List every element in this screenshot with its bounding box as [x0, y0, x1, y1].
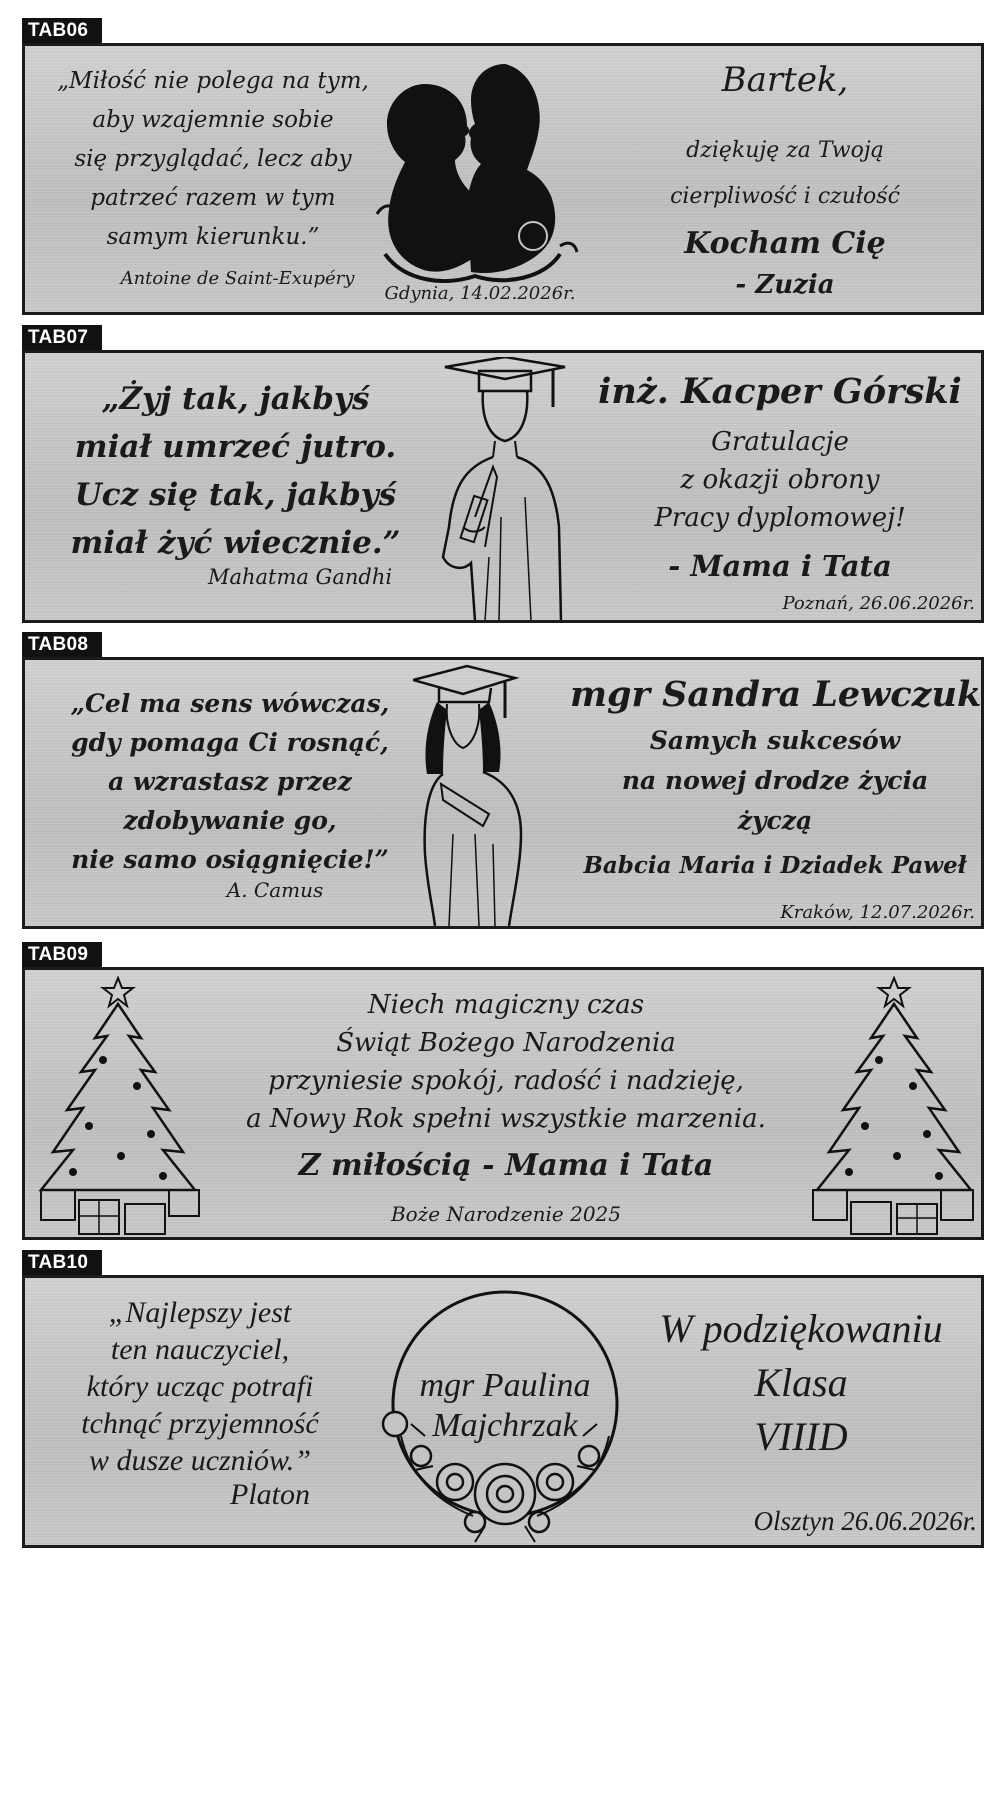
message-line: Samych sukcesów	[649, 726, 901, 755]
quote-author: Mahatma Gandhi	[207, 565, 393, 589]
tab10-tag: TAB10	[22, 1250, 102, 1276]
message-line: Gratulacje	[711, 427, 849, 457]
quote-line: „Najlepszy jest	[108, 1296, 292, 1329]
message-line: Kocham Cię	[684, 226, 886, 261]
message-line: cierpliwość i czułość	[670, 184, 900, 209]
quote-line: w dusze uczniów.”	[89, 1444, 311, 1477]
quote-line: „Miłość nie polega na tym,	[57, 68, 369, 94]
graduate-female-image	[413, 664, 563, 926]
message-line: W podziękowaniu	[659, 1306, 943, 1351]
tab07-tag: TAB07	[22, 325, 102, 351]
quote-line: miał umrzeć jutro.	[74, 429, 397, 465]
date: Poznań, 26.06.2026r.	[782, 593, 975, 614]
message-line: Pracy dyplomowej!	[654, 503, 906, 533]
message-line: przyniesie spokój, radość i nadzieję,	[268, 1066, 744, 1096]
name-line: mgr Paulina	[419, 1367, 591, 1404]
signature: - Zuzia	[735, 270, 835, 300]
message-line: z okazji obrony	[680, 465, 880, 495]
signature: Z miłością - Mama i Tata	[298, 1148, 714, 1183]
quote-line: się przyglądać, lecz aby	[74, 146, 352, 172]
quote-author: Antoine de Saint-Exupéry	[120, 268, 355, 289]
signature: Babcia Maria i Dziadek Paweł	[583, 852, 967, 879]
message-line: życzą	[737, 806, 813, 835]
quote-line: samym kierunku.”	[106, 224, 320, 250]
tab06-tag: TAB06	[22, 18, 102, 44]
quote-line: patrzeć razem w tym	[90, 185, 336, 211]
message-line: Niech magiczny czas	[367, 990, 645, 1020]
plate-tab09	[22, 967, 984, 1240]
quote-line: zdobywanie go,	[123, 806, 337, 835]
message-line: dziękuję za Twoją	[686, 138, 884, 163]
quote	[43, 62, 383, 257]
tab08-tag: TAB08	[22, 632, 102, 658]
quote-author: Platon	[230, 1478, 310, 1511]
quote-line: aby wzajemnie sobie	[92, 107, 334, 133]
quote	[43, 375, 428, 567]
message-line: na nowej drodze życia	[621, 766, 929, 795]
quote-line: gdy pomaga Ci rosnąć,	[71, 728, 389, 757]
message	[195, 986, 817, 1138]
couple-silhouette-image	[355, 54, 585, 284]
signature: - Mama i Tata	[668, 549, 892, 583]
plate-tab07	[22, 350, 984, 623]
recipient-name: inż. Kacper Górski	[598, 371, 962, 412]
quote-line: ten nauczyciel,	[110, 1333, 290, 1366]
name-line: Majchrzak	[432, 1407, 578, 1444]
tab09-tag: TAB09	[22, 942, 102, 968]
plate-tab06	[22, 43, 984, 315]
quote-author: A. Camus	[226, 878, 324, 902]
quote-line: a wzrastasz przez	[108, 767, 352, 796]
plate-tab08	[22, 657, 984, 929]
quote-line: który ucząc potrafi	[86, 1370, 314, 1403]
quote	[35, 1294, 365, 1479]
plate-tab10	[22, 1275, 984, 1548]
circle-name	[395, 1366, 615, 1446]
quote-line: „Żyj tak, jakbyś	[101, 381, 370, 417]
recipient-name: mgr Sandra Lewczuk	[570, 674, 982, 715]
date: Kraków, 12.07.2026r.	[780, 902, 975, 923]
message	[625, 1302, 977, 1464]
quote-line: „Cel ma sens wówczas,	[70, 689, 390, 718]
quote-line: nie samo osiągnięcie!”	[71, 845, 389, 874]
graduate-male-image	[435, 357, 575, 621]
message-line: Klasa	[754, 1360, 848, 1405]
christmas-tree-image-left	[33, 976, 203, 1238]
recipient-name: Bartek,	[721, 60, 849, 100]
quote-line: Ucz się tak, jakbyś	[74, 477, 397, 513]
date: Olsztyn 26.06.2026r.	[753, 1506, 977, 1536]
quote-line: miał żyć wiecznie.”	[70, 525, 401, 561]
message-line: Świąt Bożego Narodzenia	[336, 1028, 676, 1058]
date: Gdynia, 14.02.2026r.	[384, 283, 576, 304]
quote	[35, 684, 425, 879]
message-line: VIIID	[754, 1414, 848, 1459]
christmas-tree-image-right	[809, 976, 979, 1238]
message-line: a Nowy Rok spełni wszystkie marzenia.	[246, 1104, 766, 1134]
quote-line: tchnąć przyjemność	[81, 1407, 319, 1440]
date: Boże Narodzenie 2025	[390, 1202, 622, 1226]
